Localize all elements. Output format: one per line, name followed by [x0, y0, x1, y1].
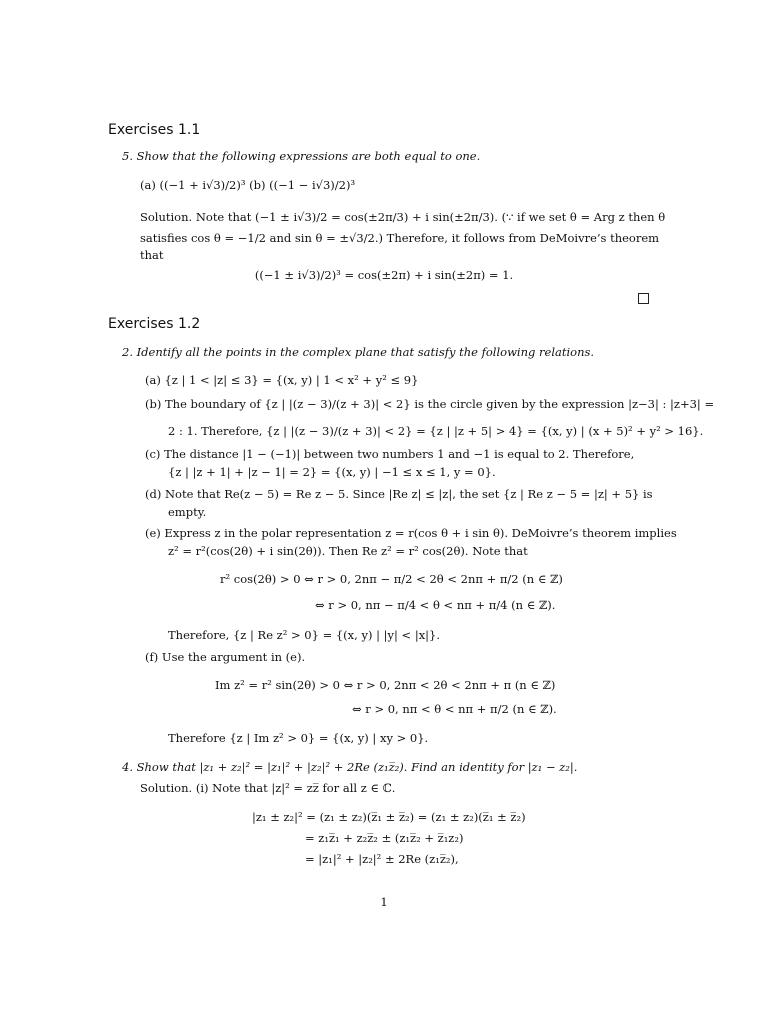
solution-5-line-2: satisfies cos θ = −1/2 and sin θ = ±√3/2.) Therefore, it follows from DeMoivre’s theorem — [140, 231, 660, 245]
solution-5-line-3: that — [140, 248, 164, 262]
item-a: (a) {z | 1 < |z| ≤ 3} = {(x, y) | 1 < x² + y² ≤ 9} — [145, 373, 419, 387]
item-e-equation-1: r² cos(2θ) > 0 ⇔ r > 0, 2nπ − π/2 < 2θ < 2nπ + π/2 (n ∈ ℤ) — [220, 572, 563, 586]
problem-4-statement: 4. Show that |z₁ + z₂|² = |z₁|² + |z₂|² + 2Re (z₁z̅₂). Find an identity for |z₁ − z₂|. — [122, 760, 578, 774]
section-heading-1-1: Exercises 1.1 — [108, 122, 201, 138]
item-b-line-2: 2 : 1. Therefore, {z | |(z − 3)/(z + 3)| < 2} = {z | |z + 5| > 4} = {(x, y) | (x + 5)² + y² > 16}. — [168, 424, 704, 438]
item-f-equation-1: Im z² = r² sin(2θ) > 0 ⇔ r > 0, 2nπ < 2θ < 2nπ + π (n ∈ ℤ) — [215, 678, 556, 692]
problem-5-expressions: (a) ((−1 + i√3)/2)³ (b) ((−1 − i√3)/2)³ — [140, 178, 356, 192]
item-e-conclusion: Therefore, {z | Re z² > 0} = {(x, y) | |y| < |x|}. — [168, 628, 441, 642]
section-heading-1-2: Exercises 1.2 — [108, 316, 201, 332]
identity-line-3: = |z₁|² + |z₂|² ± 2Re (z₁z̅₂), — [305, 852, 459, 866]
problem-5-statement: 5. Show that the following expressions are both equal to one. — [122, 149, 481, 163]
item-f-equation-2: ⇔ r > 0, nπ < θ < nπ + π/2 (n ∈ ℤ). — [352, 702, 557, 716]
qed-square — [638, 293, 649, 304]
item-d-line-1: (d) Note that Re(z − 5) = Re z − 5. Since |Re z| ≤ |z|, the set {z | Re z − 5 = |z| + 5} is — [145, 487, 653, 501]
equation-5: ((−1 ± i√3)/2)³ = cos(±2π) + i sin(±2π) = 1. — [254, 268, 514, 282]
identity-line-2: = z₁z̅₁ + z₂z̅₂ ± (z₁z̅₂ + z̅₁z₂) — [305, 831, 464, 845]
item-c-line-1: (c) The distance |1 − (−1)| between two numbers 1 and −1 is equal to 2. Therefore, — [145, 447, 635, 461]
solution-4-intro: Solution. (i) Note that |z|² = zz̅ for all z ∈ ℂ. — [140, 781, 396, 795]
item-d-line-2: empty. — [168, 505, 207, 519]
item-b-line-1: (b) The boundary of {z | |(z − 3)/(z + 3)| < 2} is the circle given by the expression |z−3| : |z+3| = — [145, 397, 715, 411]
item-f-conclusion: Therefore {z | Im z² > 0} = {(x, y) | xy > 0}. — [168, 731, 429, 745]
item-f-line-1: (f) Use the argument in (e). — [145, 650, 306, 664]
solution-5-line-1: Solution. Note that (−1 ± i√3)/2 = cos(±2π/3) + i sin(±2π/3). (∵ if we set θ = Arg z then θ — [140, 210, 666, 224]
item-c-line-2: {z | |z + 1| + |z − 1| = 2} = {(x, y) | −1 ≤ x ≤ 1, y = 0}. — [168, 465, 496, 479]
identity-line-1: |z₁ ± z₂|² = (z₁ ± z₂)(z̅₁ ± z̅₂) = (z₁ ± z₂)(z̅₁ ± z̅₂) — [252, 810, 526, 824]
item-e-line-2: z² = r²(cos(2θ) + i sin(2θ)). Then Re z² = r² cos(2θ). Note that — [168, 544, 528, 558]
page-number: 1 — [380, 895, 388, 909]
problem-2-statement: 2. Identify all the points in the complex plane that satisfy the following relations. — [122, 345, 595, 359]
item-e-line-1: (e) Express z in the polar representation z = r(cos θ + i sin θ). DeMoivre’s theorem implies — [145, 526, 677, 540]
item-e-equation-2: ⇔ r > 0, nπ − π/4 < θ < nπ + π/4 (n ∈ ℤ). — [315, 598, 556, 612]
